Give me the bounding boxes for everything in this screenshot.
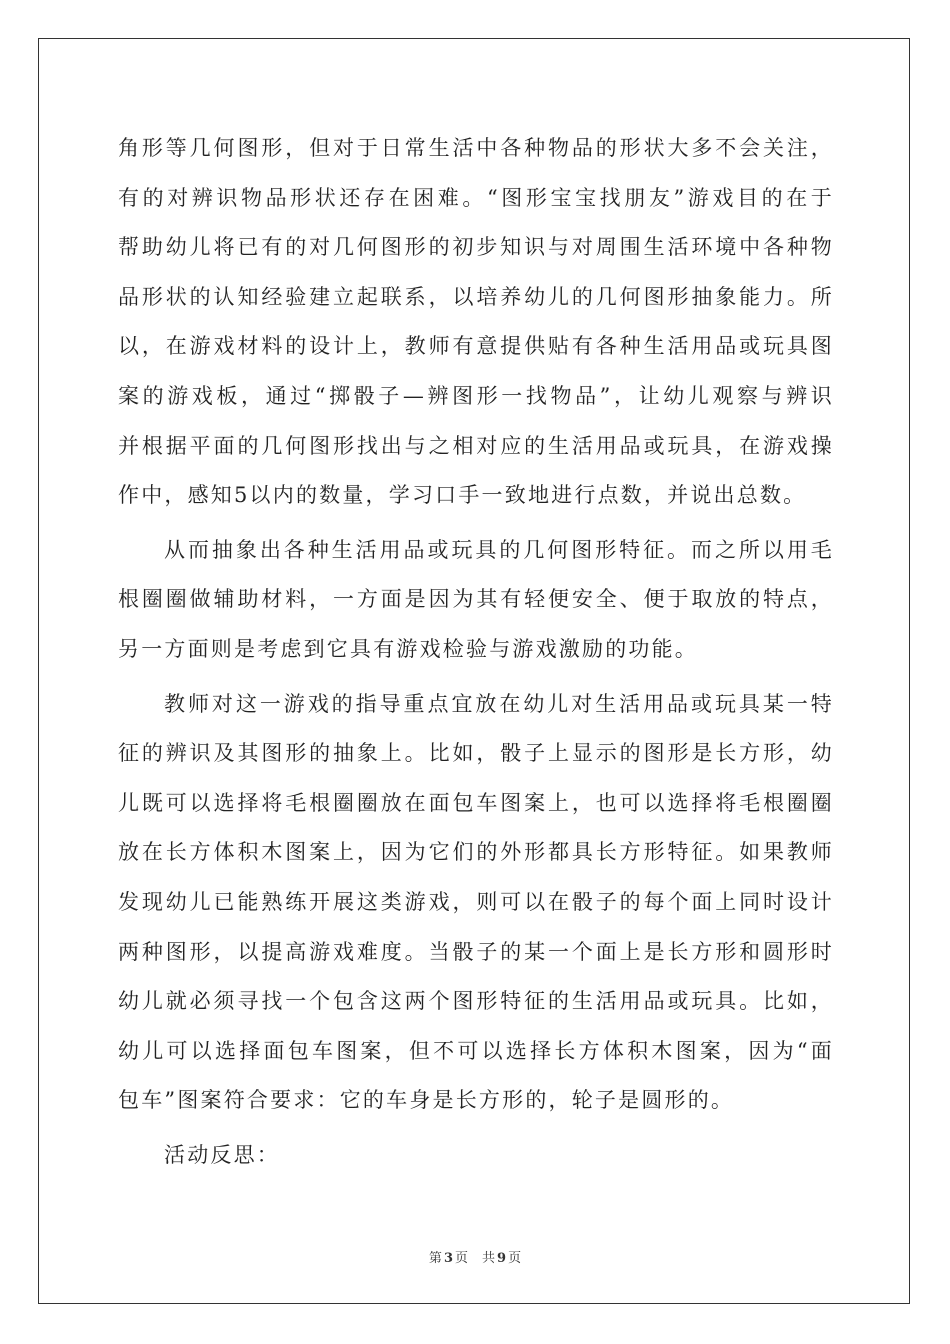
text-line: 并根据平面的几何图形找出与之相对应的生活用品或玩具，在游戏操 <box>118 433 834 458</box>
paragraph-first-line: 从而抽象出各种生活用品或玩具的几何图形特征。而之所以用毛 <box>164 537 834 562</box>
total-page-number: 9 <box>497 1251 507 1266</box>
page-prefix: 第 <box>428 1251 442 1266</box>
section-heading: 活动反思： <box>164 1142 280 1167</box>
text-line: 幼儿可以选择面包车图案，但不可以选择长方体积木图案，因为“面 <box>118 1038 834 1063</box>
text-line: 案的游戏板，通过“掷骰子—辨图形一找物品”，让幼儿观察与辨识 <box>118 383 834 408</box>
text-line: 包车”图案符合要求：它的车身是长方形的，轮子是圆形的。 <box>118 1088 735 1113</box>
text-line: 两种图形，以提高游戏难度。当骰子的某一个面上是长方形和圆形时 <box>118 939 834 964</box>
text-line: 有的对辨识物品形状还存在困难。“图形宝宝找朋友”游戏目的在于 <box>118 185 834 210</box>
total-prefix: 共 <box>482 1251 496 1266</box>
page-footer <box>0 1247 950 1266</box>
text-line: 儿既可以选择将毛根圈圈放在面包车图案上，也可以选择将毛根圈圈 <box>118 790 834 815</box>
text-line: 品形状的认知经验建立起联系，以培养幼儿的几何图形抽象能力。所 <box>118 284 834 309</box>
total-suffix: 页 <box>508 1251 522 1266</box>
paragraph-first-line: 教师对这一游戏的指导重点宜放在幼儿对生活用品或玩具某一特 <box>164 691 834 716</box>
document-body <box>118 124 834 1180</box>
text-line: 发现幼儿已能熟练开展这类游戏，则可以在骰子的每个面上同时设计 <box>118 889 834 914</box>
current-page-number: 3 <box>443 1251 453 1266</box>
text-line: 征的辨识及其图形的抽象上。比如，骰子上显示的图形是长方形，幼 <box>118 741 834 766</box>
text-line: 以，在游戏材料的设计上，教师有意提供贴有各种生活用品或玩具图 <box>118 334 834 359</box>
text-line: 角形等几何图形，但对于日常生活中各种物品的形状大多不会关注， <box>118 136 834 160</box>
text-line: 幼儿就必须寻找一个包含这两个图形特征的生活用品或玩具。比如， <box>118 989 834 1014</box>
page-suffix: 页 <box>454 1251 468 1266</box>
text-line: 作中，感知5以内的数量，学习口手一致地进行点数，并说出总数。 <box>118 483 807 508</box>
text-line: 根圈圈做辅助材料，一方面是因为其有轻便安全、便于取放的特点， <box>118 587 834 612</box>
text-line: 帮助幼儿将已有的对几何图形的初步知识与对周围生活环境中各种物 <box>118 235 834 260</box>
text-line: 另一方面则是考虑到它具有游戏检验与游戏激励的功能。 <box>118 636 698 661</box>
text-line: 放在长方体积木图案上，因为它们的外形都具长方形特征。如果教师 <box>118 840 834 865</box>
